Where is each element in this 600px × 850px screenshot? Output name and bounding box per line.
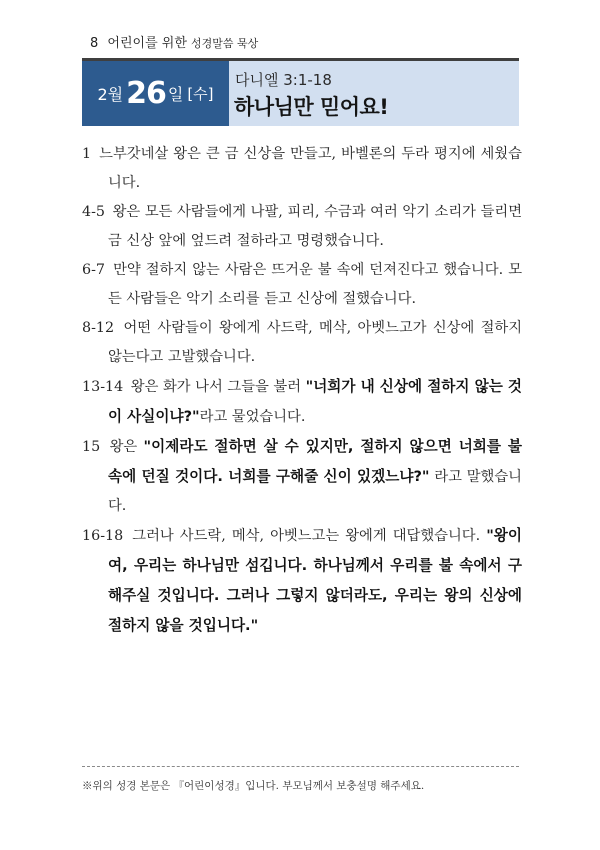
book-title: 어린이를 위한 (107, 36, 187, 51)
running-head (90, 32, 258, 51)
page-number: 8 (90, 36, 99, 51)
scripture-reference: 다니엘 3:1-18 (235, 71, 332, 89)
verse-quote: "너희가 내 신상에 절하지 않는 것이 사실이냐?" (108, 378, 523, 425)
verse-text: 그러나 사드락, 메삭, 아벳느고는 왕에게 대답했습니다. (132, 528, 487, 544)
verse-number: 13-14 (82, 379, 124, 395)
date-day-suffix: 일 (167, 85, 184, 104)
verse (82, 432, 522, 521)
reading-header (229, 61, 519, 126)
date-badge (82, 61, 229, 126)
verse (82, 198, 522, 256)
verse-number: 8-12 (82, 320, 115, 336)
footnote: ※위의 성경 본문은 『어린이성경』입니다. 부모님께서 보충설명 해주세요. (82, 780, 425, 792)
verse-quote: "이제라도 절하면 살 수 있지만, 절하지 않으면 너희를 불 속에 던질 것이다. 너희를 구해줄 신이 있겠느냐?" (108, 438, 522, 485)
scripture-text (82, 140, 522, 641)
verse-text: 만약 절하지 않는 사람은 뜨거운 불 속에 던져진다고 했습니다. 모든 사람들은 악기 소리를 듣고 신상에 절했습니다. (108, 262, 523, 307)
verse-number: 4-5 (82, 204, 106, 220)
verse-text-tail: 라고 말했습니다. (108, 469, 522, 514)
verse-text: 어떤 사람들이 왕에게 사드락, 메삭, 아벳느고가 신상에 절하지 않는다고 고발했습니다. (108, 320, 523, 365)
verse-quote: "왕이여, 우리는 하나님만 섬깁니다. 하나님께서 우리를 불 속에서 구해주실 것입니다. 그러나 그렇지 않더라도, 우리는 왕의 신상에 절하지 않을 것입니다." (108, 527, 522, 634)
verse (82, 521, 522, 641)
verse-number: 15 (82, 439, 101, 455)
date-weekday: [수] (187, 85, 214, 103)
verse (82, 314, 522, 372)
verse-text-tail: 라고 물었습니다. (199, 409, 306, 425)
date-month: 2월 (97, 85, 124, 104)
verse-text: 왕은 (109, 439, 144, 455)
verse (82, 140, 522, 198)
footnote-rule (82, 766, 519, 767)
verse-text: 왕은 모든 사람들에게 나팔, 피리, 수금과 여러 악기 소리가 들리면 금 신상 앞에 엎드려 절하라고 명령했습니다. (108, 204, 523, 249)
verse-text: 왕은 화가 나서 그들을 불러 (130, 379, 306, 395)
book-subtitle: 성경말씀 묵상 (191, 37, 259, 50)
verse (82, 372, 522, 432)
verse-number: 6-7 (82, 262, 106, 278)
verse (82, 256, 522, 314)
verse-text: 느부갓네살 왕은 큰 금 신상을 만들고, 바벨론의 두라 평지에 세웠습니다. (99, 146, 522, 191)
date-day: 26 (126, 76, 166, 111)
reading-title: 하나님만 믿어요! (234, 95, 389, 119)
verse-number: 1 (82, 146, 92, 162)
verse-number: 16-18 (82, 528, 124, 544)
